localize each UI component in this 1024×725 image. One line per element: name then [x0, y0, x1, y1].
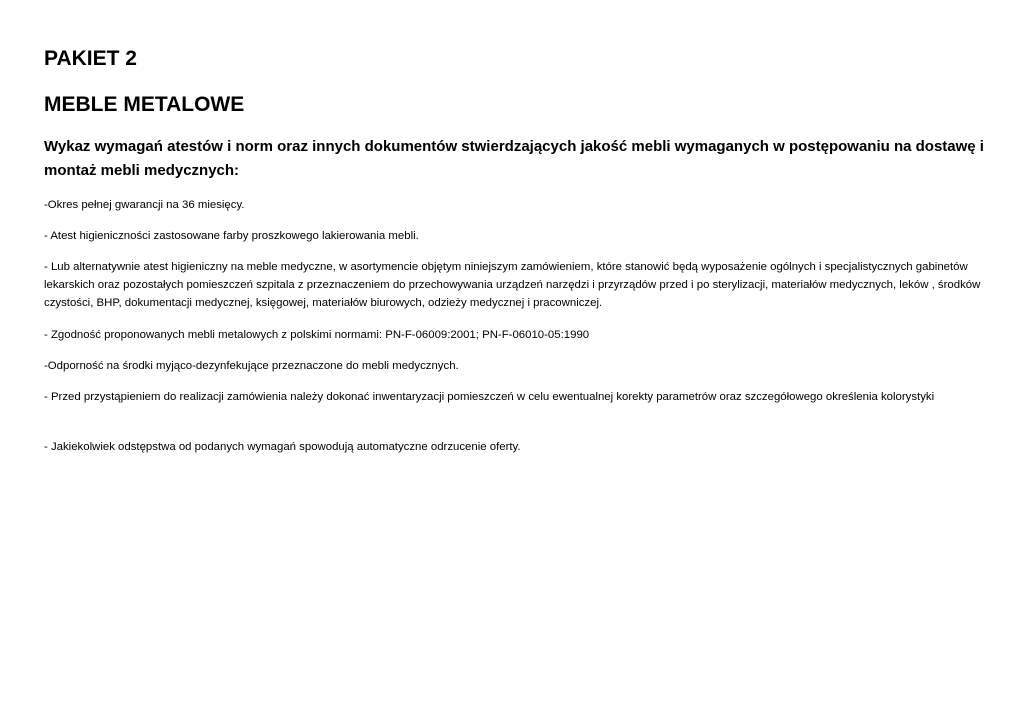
requirement-warranty: -Okres pełnej gwarancji na 36 miesięcy.	[44, 199, 245, 211]
requirement-alternative-hygiene-certificate: - Lub alternatywnie atest higieniczny na meble medyczne, w asortymencie objętym niniejszym zamówieniem, które stanowić będą wyposażenie ogólnych i specjalistycznych gabinetów lekarskich oraz pozostałych pomieszczeń szpitala z przeznaczeniem do przechowywania urządzeń narzędzi i przyrządów przed i po sterylizacji, materiałów medycznych, leków , środków czystości, BHP, dokumentacji medycznej, księgowej, materiałów biurowych, odzieży medycznej i pracowniczej.	[44, 261, 981, 309]
requirement-paint-hygiene-certificate: - Atest higieniczności zastosowane farby proszkowego lakierowania mebli.	[44, 230, 419, 242]
requirement-room-inventory: - Przed przystąpieniem do realizacji zamówienia należy dokonać inwentaryzacji pomieszczeń w celu ewentualnej korekty parametrów oraz szczegółowego określenia kolorystyki	[44, 391, 935, 403]
requirement-deviation-rejection: - Jakiekolwiek odstępstwa od podanych wymagań spowodują automatyczne odrzucenie oferty.	[44, 441, 521, 453]
package-heading: PAKIET 2	[44, 47, 137, 70]
requirement-disinfectant-resistance: -Odporność na środki myjąco-dezynfekujące przeznaczone do mebli medycznych.	[44, 360, 459, 372]
document-title: MEBLE METALOWE	[44, 93, 245, 116]
intro-paragraph: Wykaz wymagań atestów i norm oraz innych dokumentów stwierdzających jakość mebli wymaganych w postępowaniu na dostawę i montaż mebli medycznych:	[44, 138, 984, 179]
requirement-polish-standards: - Zgodność proponowanych mebli metalowych z polskimi normami: PN-F-06009:2001; PN-F-06010-05:1990	[44, 329, 590, 341]
